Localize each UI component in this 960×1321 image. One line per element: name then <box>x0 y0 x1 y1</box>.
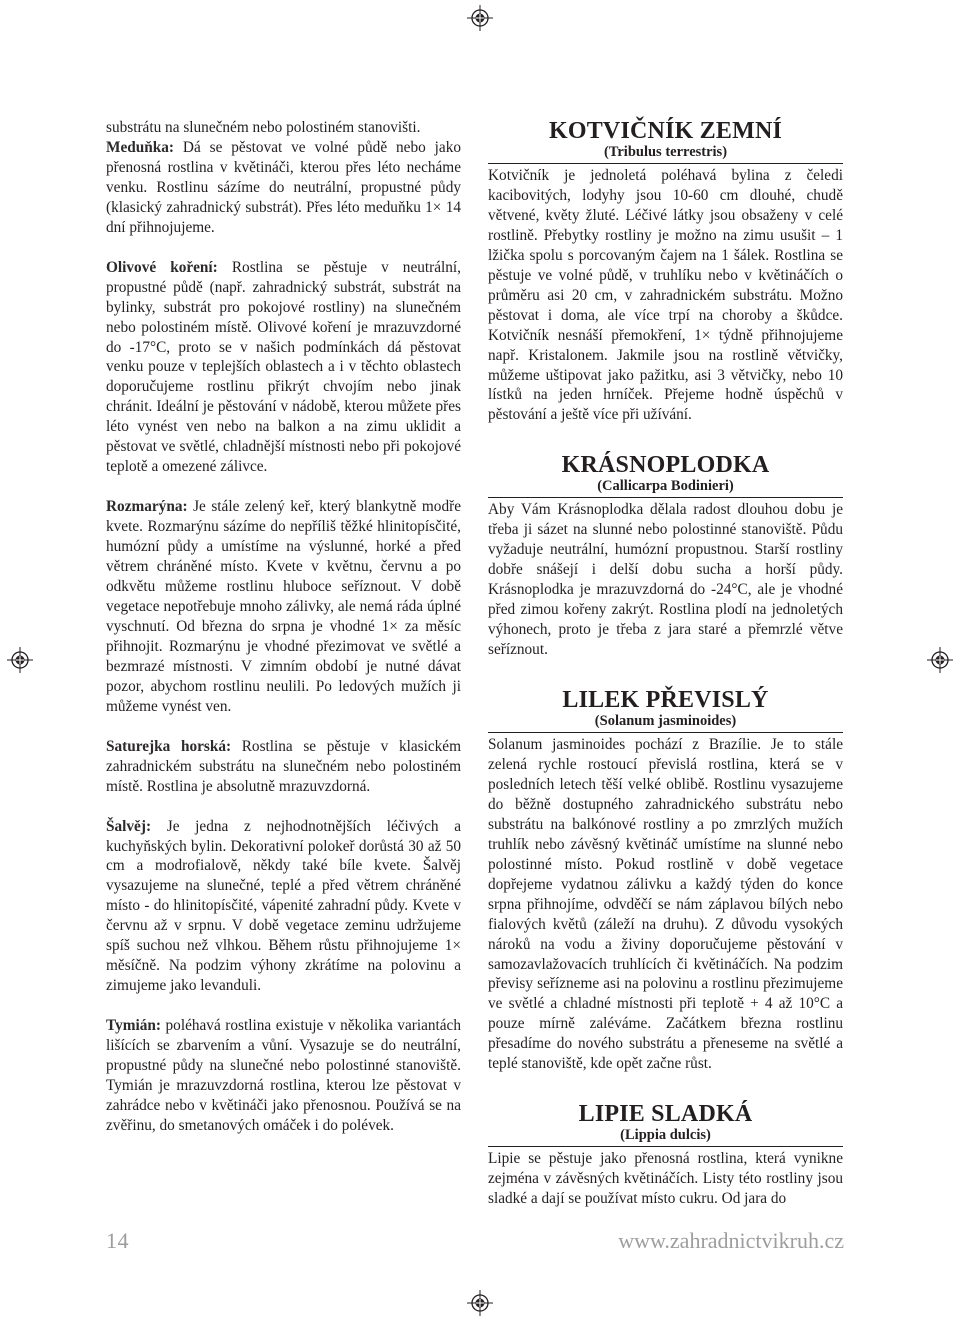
section-title: KOTVIČNÍK ZEMNÍ <box>548 118 783 144</box>
website-link[interactable]: www.zahradnictvikruh.cz <box>618 1228 844 1253</box>
paragraph-salvej-text: Je jedna z nejhodnotnějších léčivých a kuchyňských bylin. Dekorativní polokeř dorůstá 30 až 50 cm a modrofialově, někdy také bíle kvete. Šalvěj vysazujeme na slunečné, teplé a před větrem chráněné místo - do hlinitopísčité, vápenité zahradní půdy. Kvete v červnu až v srpnu. V době vegetace zeminu udržujeme spíš suchou než vlhkou. Během růstu přihnojujeme 1× měsíčně. Na podzim výhony zkrátíme na polovinu a zimujeme jako levanduli. <box>106 817 461 995</box>
paragraph-saturejka <box>106 737 461 797</box>
registration-mark-icon <box>927 647 953 673</box>
paragraph-olivove-koreni-text: Rostlina se pěstuje v neutrální, propustné půdě (např. zahradnický substrát, substrát na bylinky, substrát pro pokojové rostliny) na slunečném nebo polostiném místě. Olivové koření je mrazuvzdorné do -17°C, proto se v našich podmínkách dá pěstovat venku pouze v teplejších oblastech a i v těchto oblastech doporučujeme rostlinu přikrýt chvojím nebo jinak chránit. Ideální je pěstování v nádobě, kterou můžete přes léto vynést ven nebo na balkon a na zimu uklidit a pěstovat ve světlé, chladnější místnosti nebo při pokojové teplotě a omezené zálivce. <box>106 258 461 476</box>
paragraph-rozmaryna-text: Je stále zelený keř, který blankytně modře kvete. Rozmarýnu sázíme do nepříliš těžké hlinitopísčité, humózní půdy a umístíme na výslunné, horké a před větrem chráněné místo. Kvete v květnu, červnu a po odkvětu můžeme rostlinu hluboce seříznout. V době vegetace nepotřebuje mnoho zálivky, ale nemá ráda úplné vyschnutí. Od března do srpna je vhodné 1× za měsíc přihnojit. Rozmarýnu je vhodné přezimovat ve světlé a bezmrazé místnosti. V zimním období je nutné dávat pozor, abychom rostlinu neulili. Po ledových mužích ji můžeme vynést ven. <box>106 498 461 715</box>
term-tymian: Tymián: <box>106 1017 161 1035</box>
section-text: Aby Vám Krásnoplodka dělala radost dlouhou dobu je třeba ji sázet na slunné nebo polostinné stanoviště. Půdu vyžaduje neutrální, humózní propustnou. Starší rostliny dobře snášejí i delší dobu sucha a horší půdy. Krásnoplodka je mrazuvzdorná do -24°C, ale je vhodné před zimou kořeny zakrýt. Rostlina plodí na jednoletých výhonech, proto je třeba z jara staré a přemrzlé větve seříznout. <box>488 501 843 659</box>
section-text: Solanum jasminoides pochází z Brazílie. Je to stále zelená rychle rostoucí převislá rostlina, která se v posledních letech těší velké oblibě. Rostlinu vysazujeme do běžně dostupného zahradnického substrátu nebo substrátu na balkónové rostliny a po zmrzlých mužích truhlík nebo závěsný květináč umístíme na slunné nebo polostinné místo. Pokud rostlině v době vegetace dopřejeme vydatnou zálivku a každý týden do konce srpna přihnojíme, odvděčí se nám záplavou bílých nebo fialových květů (záleží na druhu). Z důvodu vysokých nároků na vodu a živiny doporučujeme pěstování v samozavlažovacích truhlících či květináčích. Na podzim převisy seřízneme asi na polovinu a rostlinu přezimujeme ve světlé a chladné místnosti při teplotě + 4 až 10°C a pouze mírně zaléváme. Začátkem března rostlinu přesadíme do nového substrátu a přeneseme na světlé a teplé stanoviště, kde opět začne růst. <box>488 736 843 1073</box>
paragraph-meduska <box>106 118 461 238</box>
section-title: KRÁSNOPLODKA <box>561 452 770 479</box>
paragraph-rozmaryna <box>106 497 461 716</box>
paragraph-medunka-text: Dá se pěstovat ve volné půdě nebo jako přenosná rostlina v květináči, kterou přes léto necháme venku. Rostlinu sázíme do neutrální, propustné půdy (klasický zahradnický substrát). Přes léto meduňku 1× 14 dní přihnojujeme. <box>106 138 461 236</box>
term-medunka: Meduňka: <box>106 138 174 156</box>
section-lipie <box>488 1101 843 1209</box>
term-saturejka: Saturejka horská: <box>106 737 232 755</box>
section-text: Kotvičník je jednoletá poléhavá bylina z čeledi kacibovitých, lodyhy jsou 10-60 cm dlouhé, chudě větvené, květy žluté. Léčivé látky jsou obsaženy v celé rostlině. Přebytky rostliny je možno na zimu usušit – 1 lžička spolu s porcovaným čajem na 1 šálek. Rostlina se pěstuje ve volné půdě, v truhlíku nebo v květináčích o průměru asi 20 cm, v zahradnickém substrátu. Možno pěstovat i doma, ale více trpí na choroby a škůdce. Kotvičník nesnáší přemokření, 1× týdně přihnojujeme např. Kristalonem. Jakmile jsou na rostlině větvičky, můžeme uštipovat jako pažitku, asi 3 větvičky, nebo 10 lístků na jeden hrníček. Přejeme hodně úspěchů v pěstování a ještě více při užívání. <box>488 167 843 424</box>
paragraph-saturejka-text: Rostlina se pěstuje v klasickém zahradnickém substrátu na slunečném nebo polostiném místě. Rostlina je absolutně mrazuvzdorná. <box>106 737 461 795</box>
section-latin-name: (Tribulus terrestris) <box>603 144 728 160</box>
right-column <box>488 118 843 1209</box>
paragraph-salvej <box>106 817 461 997</box>
paragraph-olivove-koreni <box>106 258 461 477</box>
term-salvej: Šalvěj: <box>106 817 152 835</box>
paragraph-tymian-text: poléhavá rostlina existuje v několika variantách lišících se zbarvením a vůní. Vysazuje se do neutrální, propustné půdy na slunečné nebo polostinné stanoviště. Tymián je mrazuvzdorná rostlina, kterou lze pěstovat v zahrádce nebo v květináči jako přenosnou. Používá se na zvěřinu, do smetanových omáček i do polévek. <box>106 1017 461 1134</box>
section-krasnoplodka <box>488 452 843 660</box>
section-divider <box>488 1146 843 1147</box>
registration-mark-icon <box>467 1290 493 1316</box>
paragraph-tymian <box>106 1016 461 1136</box>
registration-mark-icon <box>467 5 493 31</box>
section-kotvicnik <box>488 118 843 425</box>
section-latin-name: (Callicarpa Bodinieri) <box>597 478 734 495</box>
section-divider <box>488 163 843 164</box>
section-text: Lipie se pěstuje jako přenosná rostlina, která vynikne zejména v závěsných květináčích. Listy této rostliny jsou sladké a dají se používat místo cukru. Od jara do <box>488 1150 843 1208</box>
section-latin-name: (Lippia dulcis) <box>620 1127 711 1144</box>
registration-mark-icon <box>7 647 33 673</box>
section-lilek <box>488 687 843 1074</box>
term-olivove-koreni: Olivové koření: <box>106 258 218 276</box>
paragraph-continuation: substrátu na slunečném nebo polostiném stanovišti. <box>106 119 421 136</box>
section-title: LIPIE SLADKÁ <box>578 1101 753 1128</box>
section-latin-name: (Solanum jasminoides) <box>594 713 737 730</box>
left-column <box>106 118 461 1136</box>
page-number: 14 <box>106 1228 129 1253</box>
section-title: LILEK PŘEVISLÝ <box>562 687 769 714</box>
section-divider <box>488 497 843 498</box>
section-divider <box>488 732 843 733</box>
term-rozmaryna: Rozmarýna: <box>106 498 188 516</box>
